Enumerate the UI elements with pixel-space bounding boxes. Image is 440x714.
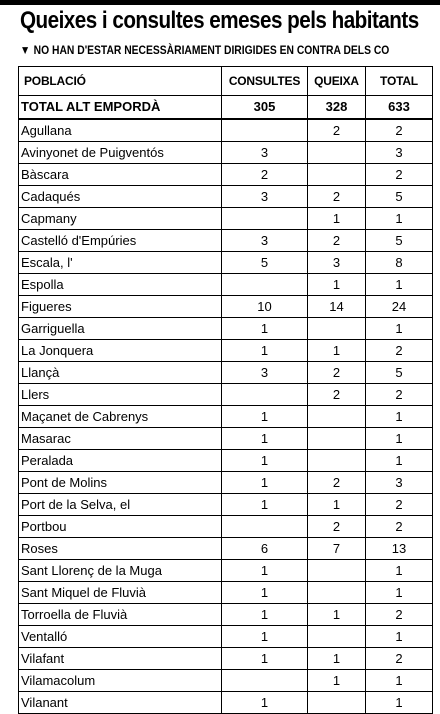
table-row	[19, 516, 433, 538]
table-row	[19, 406, 433, 428]
table-row	[19, 604, 433, 626]
row-total: 2	[366, 604, 433, 626]
row-total: 2	[366, 119, 433, 142]
row-total: 1	[366, 582, 433, 604]
row-queixa: 7	[308, 538, 366, 560]
row-total: 5	[366, 362, 433, 384]
table-row	[19, 494, 433, 516]
row-queixa	[308, 626, 366, 648]
row-consultes: 1	[222, 604, 308, 626]
row-consultes: 1	[222, 692, 308, 714]
subtitle	[20, 42, 389, 58]
row-name: Vilamacolum	[19, 670, 222, 692]
table-row	[19, 252, 433, 274]
row-name: Sant Miquel de Fluvià	[19, 582, 222, 604]
row-queixa: 1	[308, 648, 366, 670]
row-total: 3	[366, 472, 433, 494]
row-consultes: 2	[222, 164, 308, 186]
row-consultes: 5	[222, 252, 308, 274]
row-total: 2	[366, 648, 433, 670]
row-name: Vilanant	[19, 692, 222, 714]
row-consultes: 3	[222, 142, 308, 164]
row-total: 2	[366, 340, 433, 362]
page-title: Queixes i consultes emeses pels habitants	[20, 7, 419, 34]
row-queixa	[308, 692, 366, 714]
table-row	[19, 340, 433, 362]
row-total: 2	[366, 494, 433, 516]
row-queixa	[308, 450, 366, 472]
table-row	[19, 142, 433, 164]
row-total: 2	[366, 164, 433, 186]
row-name: Pont de Molins	[19, 472, 222, 494]
header-queixa: QUEIXA	[308, 67, 366, 96]
table-row	[19, 208, 433, 230]
row-name: Vilafant	[19, 648, 222, 670]
row-consultes: 1	[222, 450, 308, 472]
row-name: Capmany	[19, 208, 222, 230]
row-total: 1	[366, 428, 433, 450]
row-consultes: 1	[222, 472, 308, 494]
subtitle-text: NO HAN D'ESTAR NECESSÀRIAMENT DIRIGIDES EN CONTRA DELS CO	[33, 43, 390, 57]
row-name: Garriguella	[19, 318, 222, 340]
row-queixa	[308, 318, 366, 340]
row-consultes: 1	[222, 340, 308, 362]
row-consultes: 3	[222, 362, 308, 384]
row-total: 1	[366, 670, 433, 692]
row-total: 1	[366, 692, 433, 714]
header-poblacio: POBLACIÓ	[19, 67, 222, 96]
table-header-row	[19, 67, 433, 96]
top-rule	[0, 0, 440, 5]
total-consultes: 305	[222, 96, 308, 120]
table-row	[19, 472, 433, 494]
row-total: 1	[366, 450, 433, 472]
total-total: 633	[366, 96, 433, 120]
row-name: Portbou	[19, 516, 222, 538]
table-row	[19, 582, 433, 604]
row-queixa: 14	[308, 296, 366, 318]
row-total: 1	[366, 208, 433, 230]
row-total: 2	[366, 384, 433, 406]
row-total: 5	[366, 186, 433, 208]
row-consultes: 3	[222, 230, 308, 252]
table-row	[19, 626, 433, 648]
row-queixa: 1	[308, 494, 366, 516]
table-row	[19, 384, 433, 406]
table-row	[19, 428, 433, 450]
row-consultes	[222, 670, 308, 692]
row-consultes	[222, 384, 308, 406]
row-queixa: 1	[308, 604, 366, 626]
row-name: Torroella de Fluvià	[19, 604, 222, 626]
row-queixa	[308, 582, 366, 604]
table-row	[19, 230, 433, 252]
row-name: Sant Llorenç de la Muga	[19, 560, 222, 582]
row-queixa: 2	[308, 186, 366, 208]
row-total: 24	[366, 296, 433, 318]
row-name: Llançà	[19, 362, 222, 384]
row-total: 1	[366, 318, 433, 340]
table-row	[19, 450, 433, 472]
row-consultes	[222, 119, 308, 142]
row-consultes: 1	[222, 494, 308, 516]
row-total: 2	[366, 516, 433, 538]
row-queixa: 3	[308, 252, 366, 274]
row-queixa: 2	[308, 516, 366, 538]
row-total: 1	[366, 406, 433, 428]
table-row	[19, 670, 433, 692]
triangle-down-icon: ▼	[20, 43, 31, 57]
row-queixa: 2	[308, 119, 366, 142]
row-total: 5	[366, 230, 433, 252]
total-name: TOTAL ALT EMPORDÀ	[19, 96, 222, 120]
row-queixa: 1	[308, 670, 366, 692]
row-name: Ventalló	[19, 626, 222, 648]
table-row	[19, 538, 433, 560]
row-consultes: 1	[222, 318, 308, 340]
row-total: 1	[366, 274, 433, 296]
row-queixa: 2	[308, 384, 366, 406]
row-consultes: 1	[222, 406, 308, 428]
row-name: Espolla	[19, 274, 222, 296]
row-total: 13	[366, 538, 433, 560]
total-row	[19, 96, 433, 120]
row-name: Roses	[19, 538, 222, 560]
row-name: Agullana	[19, 119, 222, 142]
table-row	[19, 648, 433, 670]
table-row	[19, 318, 433, 340]
row-name: Port de la Selva, el	[19, 494, 222, 516]
row-name: Maçanet de Cabrenys	[19, 406, 222, 428]
row-consultes: 1	[222, 428, 308, 450]
row-total: 8	[366, 252, 433, 274]
row-name: Llers	[19, 384, 222, 406]
table-row	[19, 362, 433, 384]
row-name: Bàscara	[19, 164, 222, 186]
row-consultes	[222, 208, 308, 230]
table-row	[19, 296, 433, 318]
row-queixa: 2	[308, 362, 366, 384]
row-name: Peralada	[19, 450, 222, 472]
row-queixa: 2	[308, 230, 366, 252]
table-row	[19, 560, 433, 582]
row-name: Masarac	[19, 428, 222, 450]
table-row	[19, 186, 433, 208]
row-consultes: 1	[222, 648, 308, 670]
row-name: Castelló d'Empúries	[19, 230, 222, 252]
row-name: Cadaqués	[19, 186, 222, 208]
table-row	[19, 274, 433, 296]
row-consultes: 3	[222, 186, 308, 208]
row-queixa: 1	[308, 340, 366, 362]
row-name: Escala, l'	[19, 252, 222, 274]
header-total: TOTAL	[366, 67, 433, 96]
total-queixa: 328	[308, 96, 366, 120]
row-name: Avinyonet de Puigventós	[19, 142, 222, 164]
table-row	[19, 692, 433, 714]
row-queixa: 1	[308, 208, 366, 230]
row-total: 3	[366, 142, 433, 164]
row-queixa	[308, 142, 366, 164]
row-queixa	[308, 406, 366, 428]
row-consultes	[222, 516, 308, 538]
table-row	[19, 164, 433, 186]
row-consultes: 1	[222, 582, 308, 604]
row-consultes: 10	[222, 296, 308, 318]
row-queixa	[308, 164, 366, 186]
row-total: 1	[366, 560, 433, 582]
header-consultes: CONSULTES	[222, 67, 308, 96]
row-consultes	[222, 274, 308, 296]
row-consultes: 1	[222, 626, 308, 648]
table-row	[19, 119, 433, 142]
complaints-table	[18, 66, 433, 714]
row-consultes: 1	[222, 560, 308, 582]
row-consultes: 6	[222, 538, 308, 560]
row-queixa: 1	[308, 274, 366, 296]
row-queixa: 2	[308, 472, 366, 494]
row-name: La Jonquera	[19, 340, 222, 362]
row-total: 1	[366, 626, 433, 648]
row-queixa	[308, 428, 366, 450]
row-name: Figueres	[19, 296, 222, 318]
row-queixa	[308, 560, 366, 582]
